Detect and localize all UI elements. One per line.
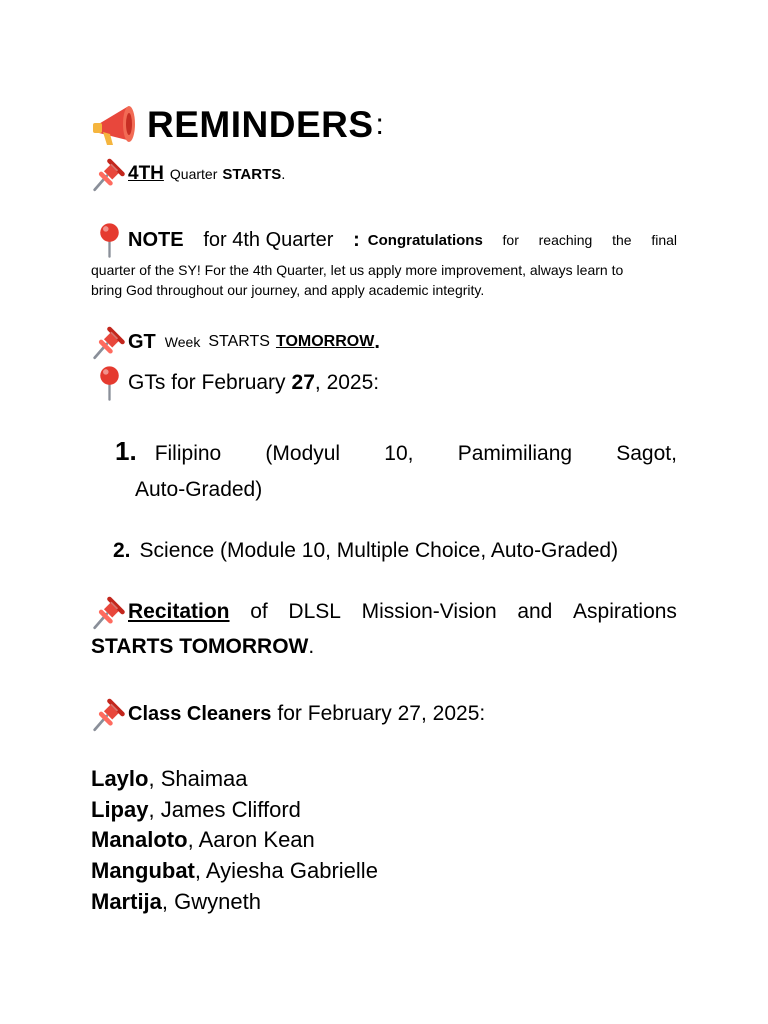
cleaners-heading [91,695,485,733]
gts-pre: GTs for February [128,371,286,394]
cleaner-first-name: , Ayiesha Gabrielle [194,858,378,883]
note-line-2: quarter of the SY! For the 4th Quarter, let us apply more improvement, always learn to [91,262,624,278]
gt-period: . [374,330,380,353]
cleaner-last-name: Mangubat [91,858,195,883]
note-label: NOTE [128,228,184,251]
recitation-word: Aspirations [573,600,677,623]
list-item [91,889,261,915]
note-congratulations: Congratulations [367,231,483,249]
note-line-3: bring God throughout our journey, and apply academic integrity. [91,282,485,298]
recitation-label: Recitation [128,600,230,623]
gt-item-2 [113,536,618,566]
reminders-heading [91,100,384,150]
cleaners-date: for February 27, 2025: [277,702,486,725]
pushpin-icon [91,323,128,361]
gt-label: GT [128,330,156,353]
gt-item-1-line-2: Auto-Graded) [135,478,263,501]
cleaner-first-name: , Shaimaa [148,766,248,791]
recitation-word: Mission-Vision [361,600,497,623]
cleaner-last-name: Martija [91,889,162,914]
cleaners-label: Class Cleaners [128,702,272,725]
recitation-line-1 [91,593,677,631]
cleaner-last-name: Lipay [91,797,149,822]
list-word: Filipino [154,442,222,465]
list-word: (Modyul [265,442,341,465]
quarter-word: Quarter [169,166,218,182]
note-line-1 [91,220,677,260]
note-word: for [502,232,519,248]
cleaner-first-name: , Aaron Kean [187,827,315,852]
list-word: 10, [384,442,414,465]
pushpin-icon [91,695,128,733]
cleaner-first-name: , James Clifford [148,797,301,822]
note-word: final [651,232,677,248]
round-pushpin-icon [91,364,128,402]
gt-week-line [91,323,380,361]
recitation-word: of [250,600,268,623]
recitation-starts-tomorrow: STARTS TOMORROW [91,635,309,658]
list-word: Sagot, [616,442,677,465]
page-title: REMINDERS [147,104,374,145]
recitation-line-2 [91,632,314,662]
pushpin-icon [91,155,128,193]
quarter-period: . [281,165,286,183]
list-number: 2. [113,539,131,562]
gts-date-line [91,364,379,402]
gt-week-word: Week [164,334,201,350]
note-word: reaching [538,232,593,248]
cleaner-first-name: , Gwyneth [161,889,261,914]
cleaner-last-name: Laylo [91,766,149,791]
gt-item-1 [115,436,677,467]
quarter-start-line [91,155,285,193]
note-word: the [612,232,632,248]
list-word: Pamimiliang [457,442,573,465]
note-colon: : [353,228,360,251]
gt-tomorrow: TOMORROW [275,333,375,350]
list-text: Science (Module 10, Multiple Choice, Auto-Graded) [139,539,619,562]
cleaner-last-name: Manaloto [91,827,188,852]
recitation-period: . [308,635,315,658]
quarter-starts: STARTS [222,165,282,183]
list-number: 1. [115,436,137,466]
gts-post: , 2025: [314,371,380,394]
list-item [91,858,378,884]
list-item [91,766,248,792]
pushpin-icon [91,593,128,631]
gts-day: 27 [291,371,315,394]
round-pushpin-icon [91,221,128,259]
list-item [91,797,301,823]
title-colon: : [375,108,384,141]
recitation-word: DLSL [288,600,341,623]
recitation-word: and [517,600,553,623]
note-for-text: for 4th Quarter [203,228,334,251]
megaphone-icon [91,101,147,149]
quarter-number: 4TH [128,163,164,184]
list-item [91,827,315,853]
gt-starts: STARTS [208,333,270,350]
